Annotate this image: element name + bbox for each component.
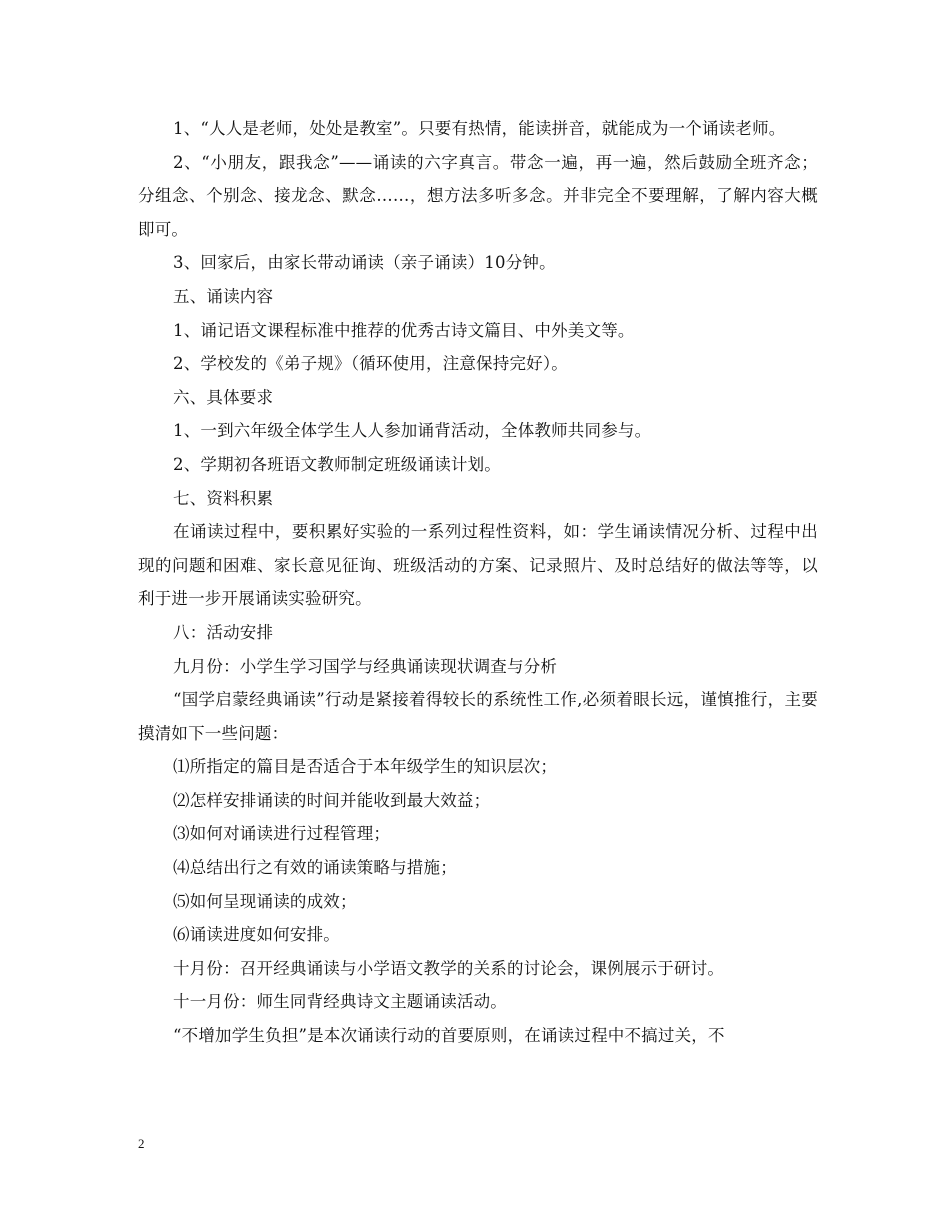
- paragraph: “国学启蒙经典诵读”行动是紧接着得较长的系统性工作,必须着眼长远，谨慎推行，主要摸清如下一些问题：: [138, 690, 818, 743]
- document-body: [138, 112, 818, 1053]
- list-item: ⑶如何对诵读进行过程管理；: [173, 824, 391, 844]
- paragraph: 在诵读过程中，要积累好实验的一系列过程性资料，如：学生诵读情况分析、过程中出现的问题和困难、家长意见征询、班级活动的方案、记录照片、及时总结好的做法等等，以利于进一步开展诵读实验研究。: [138, 522, 818, 609]
- paragraph: 2、学期初各班语文教师制定班级诵读计划。: [173, 454, 501, 474]
- list-item: ⑹诵读进度如何安排。: [173, 925, 340, 945]
- list-item: ⑵怎样安排诵读的时间并能收到最大效益；: [173, 790, 491, 810]
- section-heading: 八：活动安排: [173, 622, 274, 642]
- paragraph: 2、学校发的《弟子规》（循环使用，注意保持完好）。: [173, 354, 568, 374]
- list-item: ⑷总结出行之有效的诵读策略与措施；: [173, 858, 457, 878]
- paragraph: 十月份：召开经典诵读与小学语文教学的关系的讨论会，课例展示于研讨。: [173, 958, 725, 978]
- section-heading: 七、资料积累: [173, 488, 274, 508]
- paragraph: 1、一到六年级全体学生人人参加诵背活动，全体教师共同参与。: [173, 421, 652, 441]
- paragraph: 1、诵记语文课程标准中推荐的优秀古诗文篇目、中外美文等。: [173, 320, 635, 340]
- list-item: ⑴所指定的篇目是否适合于本年级学生的知识层次；: [173, 757, 558, 777]
- paragraph: 十一月份：师生同背经典诗文主题诵读活动。: [173, 992, 507, 1012]
- section-heading: 六、具体要求: [173, 387, 274, 407]
- paragraph: 2、“小朋友，跟我念”——诵读的六字真言。带念一遍，再一遍，然后鼓励全班齐念；分组念、个别念、接龙念、默念……，想方法多听多念。并非完全不要理解，了解内容大概即可。: [138, 152, 818, 239]
- paragraph: 1、“人人是老师，处处是教室”。只要有热情，能读拼音，就能成为一个诵读老师。: [173, 119, 786, 138]
- list-item: ⑸如何呈现诵读的成效；: [173, 891, 357, 911]
- paragraph: 3、回家后，由家长带动诵读（亲子诵读）10分钟。: [173, 253, 556, 273]
- paragraph: “不增加学生负担”是本次诵读行动的首要原则，在诵读过程中不搞过关，不: [173, 1026, 725, 1046]
- page-number: 2: [138, 1136, 145, 1151]
- paragraph: 九月份：小学生学习国学与经典诵读现状调查与分析: [173, 656, 558, 676]
- section-heading: 五、诵读内容: [173, 286, 274, 306]
